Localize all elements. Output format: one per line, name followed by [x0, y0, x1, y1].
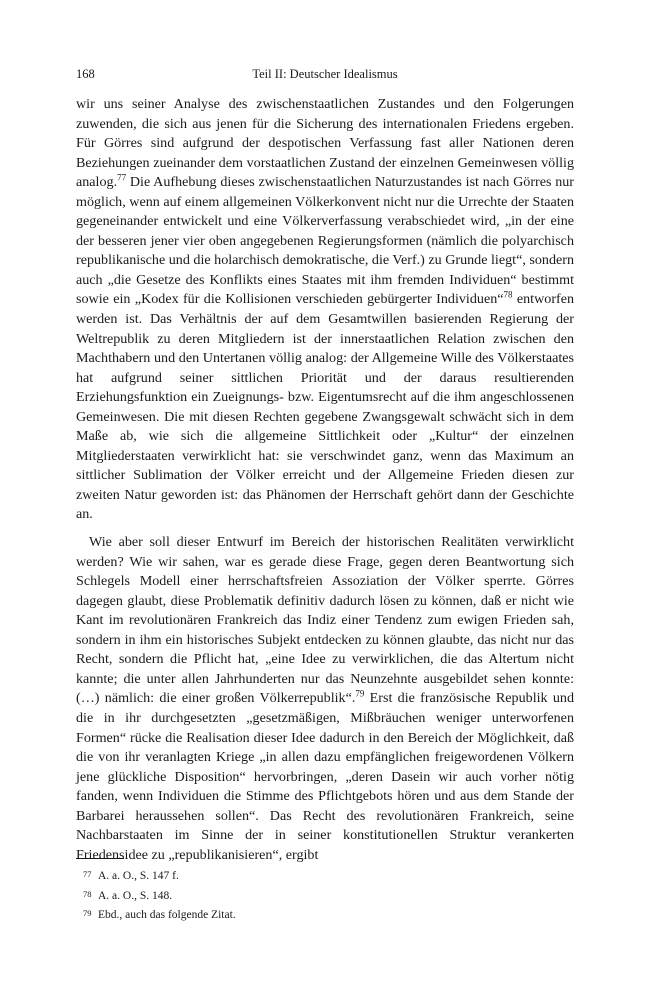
footnote-number: 78	[83, 888, 92, 899]
text-segment: wir uns seiner Analyse des zwischenstaatlichen Zustandes und den Folgerungen zuwenden, die sich aus jenen für die Sicherung des internationalen Friedens ergeben. Für Görres sind aufgrund der despotischen Verfassung fast aller Nationen deren Beziehungen zueinander dem vorstaatlichen Zustand der einzelnen Gemeinwesen völlig analog.	[76, 96, 574, 191]
running-header	[76, 64, 574, 84]
footnote-reference[interactable]: 77	[117, 172, 127, 183]
footnote	[76, 887, 574, 907]
page-content	[76, 64, 574, 865]
footnote-reference[interactable]: 78	[503, 289, 513, 300]
footnotes	[76, 858, 574, 926]
text-segment: Die Aufhebung dieses zwischenstaatlichen Naturzustandes ist nach Görres nur möglich, wenn auf einem allgemeinen Völkerkonvent nicht nur die Urrechte der Staaten gegeneinander entwickelt und eine Völkerverfassung verabschiedet wird, „in der eine der besseren jener vier oben angegebenen Regierungsformen (nämlich die polyarchisch republikanische und die holarchisch demokratische, die Verf.) zu Grunde liegt“, sondern auch „die Gesetze des Konflikts eines Staates mit ihm fremden Individuen“ bestimmt sowie ein „Kodex für die Kollisionen verschieden gebürgerter Individuen“	[76, 174, 574, 308]
footnote-number: 77	[83, 869, 92, 879]
footnote-divider	[76, 858, 124, 859]
text-segment: Erst die französische Republik und die in ihr durchgesetzten „gesetzmäßigen, Mißbräuchen weniger unterworfenen Formen“ rücke die Realisation dieser Idee dadurch in den Bereich der Möglichkeit, daß die von ihr veranlagten Kriege „in allen dazu empfänglichen freigewordenen Völkern jene glückliche Disposition“ hervorbringen, „deren Dasein wir auch vorher nötig fanden, wenn Individuen die Stimme des Pflichtgebots hören und aus dem Stande der Barbarei heraussehen sollen“. Das Recht des revolutionären Frankreich, seine Nachbarstaaten im Sinne der in seiner konstitutionellen Struktur verankerten Friedensidee zu „republikanisieren“, ergibt	[76, 690, 574, 863]
footnote-reference[interactable]: 79	[355, 688, 365, 699]
paragraph	[76, 95, 574, 525]
footnote-number: 79	[83, 908, 92, 918]
page-number: 168	[76, 67, 95, 81]
footnote-text: Ebd., auch das folgende Zitat.	[98, 909, 236, 921]
paragraph	[76, 533, 574, 865]
text-segment: Wie aber soll dieser Entwurf im Bereich der historischen Realitäten verwirklicht werden? Wie wir sahen, war es gerade diese Frage, gegen deren Beantwortung sich Schlegels Modell einer herrschaftsfreien Assoziation der Völker sperrte. Görres dagegen glaubt, diese Problematik definitiv dadurch lösen zu können, daß er nicht wie Kant im revolutionären Frankreich das Indiz einer Tendenz zum ewigen Frieden sah, sondern in ihm ein historisches Subjekt entdecken zu können glaubte, das nicht nur das Recht, sondern die Pflicht hat, „eine Idee zu verwirklichen, die das Altertum nicht kannte; die unter allen Jahrhunderten nur das Neunzehnte ausgebildet sehen konnte: (…) nämlich: die einer großen Völkerrepublik“.	[76, 534, 574, 707]
body-text	[76, 95, 574, 865]
section-title: Teil II: Deutscher Idealismus	[252, 67, 398, 81]
text-segment: entworfen werden ist. Das Verhältnis der auf dem Gesamtwillen basierenden Regierung der Weltrepublik zu deren Mitgliedern ist der innerstaatlichen Relation zwischen den Machthabern und den Untertanen völlig analog: der Allgemeine Wille des Völkerstaates hat aufgrund seiner sittlichen Priorität und der daraus resultierenden Erziehungsfunktion ein Zueignungs- bzw. Eigentumsrecht auf die ihm angeschlossenen Gemeinwesen. Die mit diesen Rechten gegebene Zwangsgewalt schwächt sich in dem Maße ab, wie sich die allgemeine Sittlichkeit oder „Kultur“ der einzelnen Mitgliederstaaten verwirklicht hat: sie verschwindet ganz, wenn das Maximum an sittlicher Sublimation der Völker erreicht und der Allgemeine Frieden diesen zur zweiten Natur geworden ist: das Phänomen der Herrschaft gehört dann der Geschichte an.	[76, 291, 575, 523]
footnote	[76, 867, 574, 887]
footnote-text: A. a. O., S. 148.	[98, 889, 173, 902]
footnote	[76, 906, 574, 926]
footnote-text: A. a. O., S. 147 f.	[98, 870, 179, 882]
